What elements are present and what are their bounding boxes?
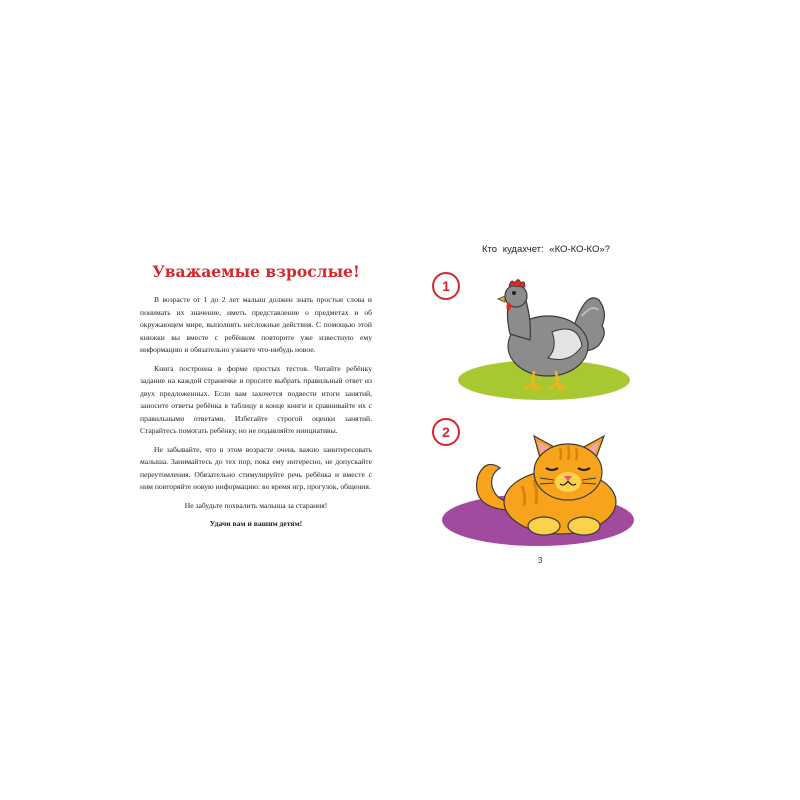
hen-beak [498,296,505,302]
option-2-badge[interactable]: 2 [432,418,460,446]
cat-icon[interactable] [440,432,636,548]
intro-paragraph-1: В возрасте от 1 до 2 лет малыш должен знать простые слова и понимать их значение, иметь представление о предметах и об окружающем мире, выполнять несложные действия. С помощью этой книжки вы вместе с ребёнком повторите уже известную ему информацию и обязательно узнаете что-нибудь новое. [140,295,372,354]
intro-paragraph-2: Книга построена в форме простых тестов. Читайте ребёнку задание на каждой страничке и просите выбрать правильный ответ из двух предложенных. Если вам захочется подвести итоги занятий, заносите ответы ребёнка в таблицу в конце книги и сравнивайте их с правильными ответами. Избегайте строгой оценки занятий. Старайтесь помогать ребёнку, но не подавляйте инициативы. [140,363,372,435]
left-page [140,262,372,537]
option-1-badge[interactable]: 1 [432,272,460,300]
praise-line: Не забудьте похвалить малыша за старания! [184,500,328,510]
hen-icon[interactable] [456,268,636,404]
page-number: 3 [538,556,543,565]
closing-line: Удачи вам и вашим детям! [209,519,303,528]
page-title: Уважаемые взрослые! [152,262,360,281]
hen-eye [512,291,516,295]
question-text: Кто кудахчет: «КО-КО-КО»? [482,244,610,255]
hen-comb [509,280,525,288]
intro-paragraph-3: Не забывайте, что в этом возрасте очень важно заинтересовать малыша. Занимайтесь до тех пор, пока ему интересно, не допускайте переутомления. Обязательно стимулируйте речь ребёнка и вместе с ним повторяйте новую информацию: во время игр, прогулок, общения. [140,444,372,491]
